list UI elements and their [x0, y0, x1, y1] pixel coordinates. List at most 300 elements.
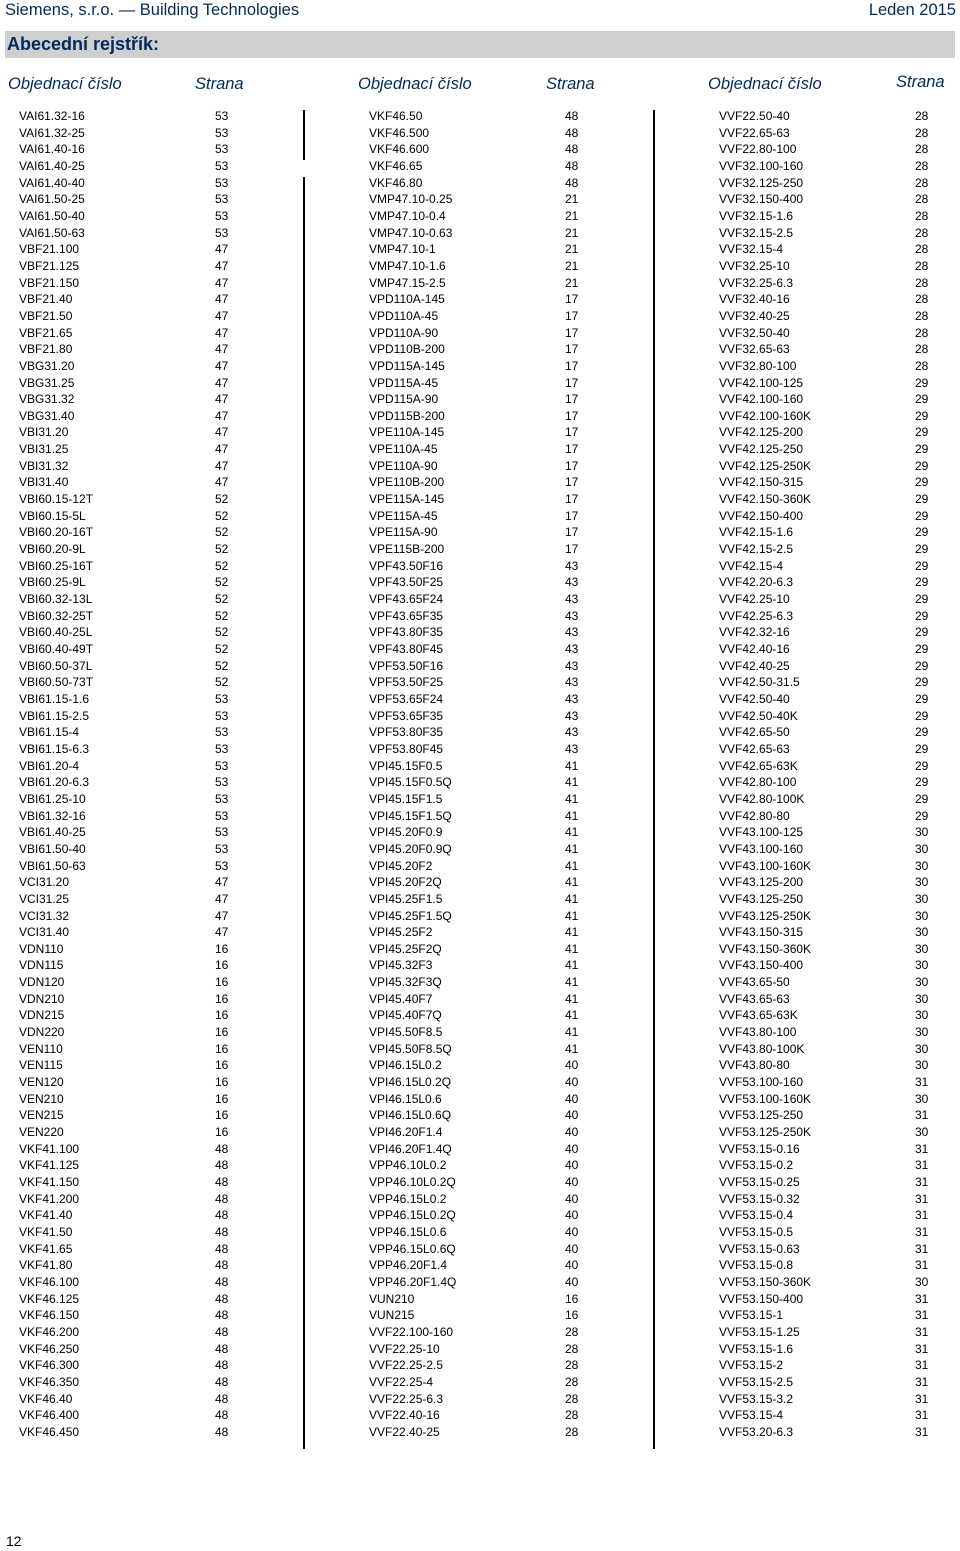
page-reference: 30: [915, 1091, 929, 1106]
index-row: [369, 208, 669, 225]
order-number: VKF41.65: [19, 1241, 73, 1256]
index-row: [19, 691, 319, 708]
order-number: VMP47.15-2.5: [369, 275, 446, 290]
index-row: [19, 608, 319, 625]
page-reference: 52: [215, 492, 229, 507]
page-reference: 28: [915, 109, 929, 123]
index-row: [719, 325, 960, 342]
page-reference: 52: [215, 525, 229, 540]
index-row: [719, 574, 960, 591]
order-number: VCI31.32: [19, 908, 70, 923]
page-reference: 29: [915, 475, 929, 490]
page-reference: 30: [915, 1058, 929, 1073]
order-number: VPI45.25F2: [369, 925, 433, 940]
order-number: VAI61.50-40: [19, 208, 85, 223]
page-reference: 53: [215, 225, 229, 240]
index-row: [369, 691, 669, 708]
order-number: VPI45.20F0.9Q: [369, 841, 452, 856]
page-reference: 52: [215, 642, 229, 656]
page-reference: 41: [565, 758, 579, 773]
order-number: VVF32.80-100: [719, 358, 797, 373]
order-number: VVF22.25-6.3: [369, 1391, 444, 1406]
page-reference: 48: [215, 1224, 229, 1239]
index-row: [719, 1291, 960, 1308]
index-row: [719, 158, 960, 175]
order-number: VVF53.15-0.25: [719, 1175, 800, 1189]
order-number: VDN210: [19, 991, 65, 1006]
order-number: VVF53.100-160: [719, 1075, 804, 1090]
page-reference: 29: [915, 675, 929, 690]
order-number: VVF42.25-6.3: [719, 608, 794, 623]
order-number: VPI46.20F1.4Q: [369, 1141, 452, 1156]
index-row: [369, 1107, 669, 1124]
page-reference: 31: [915, 1175, 929, 1189]
index-row: [19, 674, 319, 691]
index-row: [719, 774, 960, 791]
index-row: [719, 1274, 960, 1291]
index-row: [719, 1207, 960, 1224]
index-row: [19, 1341, 319, 1358]
index-row: [19, 924, 319, 941]
order-number: VVF22.25-10: [369, 1341, 440, 1356]
page-reference: 47: [215, 242, 229, 257]
page-reference: 47: [215, 908, 229, 923]
order-number: VVF53.15-1: [719, 1308, 784, 1323]
order-number: VPE110B-200: [369, 475, 445, 490]
order-number: VPI46.15L0.6: [369, 1091, 442, 1106]
index-row: [719, 741, 960, 758]
page-reference: 31: [915, 1324, 929, 1339]
order-number: VVF53.15-1.25: [719, 1324, 800, 1339]
index-row: [19, 241, 319, 258]
index-row: [19, 1424, 319, 1441]
index-row: [19, 1057, 319, 1074]
page-reference: 28: [915, 158, 929, 173]
page-reference: 41: [565, 791, 579, 806]
page-reference: 47: [215, 925, 229, 940]
index-row: [369, 508, 669, 525]
index-row: [19, 624, 319, 641]
order-number: VVF42.125-250: [719, 442, 804, 457]
page-reference: 52: [215, 592, 229, 607]
order-number: VVF43.150-400: [719, 958, 804, 973]
index-row: [19, 974, 319, 991]
page-reference: 17: [565, 358, 579, 373]
index-row: [719, 908, 960, 925]
order-number: VVF42.150-360K: [719, 492, 812, 507]
column-1-page-header: Strana: [195, 75, 244, 93]
page-reference: 28: [915, 275, 929, 290]
order-number: VPI45.40F7Q: [369, 1008, 442, 1023]
page-reference: 28: [565, 1324, 579, 1339]
order-number: VVF43.150-315: [719, 925, 804, 940]
order-number: VPD115A-90: [369, 392, 439, 407]
order-number: VPI45.50F8.5Q: [369, 1041, 452, 1056]
order-number: VBI60.15-5L: [19, 508, 86, 523]
page-reference: 16: [215, 991, 229, 1006]
index-row: [369, 758, 669, 775]
page-reference: 30: [915, 891, 929, 906]
index-row: [719, 991, 960, 1008]
order-number: VKF46.350: [19, 1374, 80, 1389]
index-row: [719, 1407, 960, 1424]
page-reference: 29: [915, 775, 929, 790]
page-reference: 40: [565, 1141, 579, 1156]
order-number: VVF53.15-0.4: [719, 1208, 794, 1223]
page-reference: 28: [915, 142, 929, 157]
order-number: VPI46.15L0.2Q: [369, 1075, 452, 1090]
index-row: [19, 308, 319, 325]
order-number: VVF22.100-160: [369, 1324, 454, 1339]
index-row: [19, 941, 319, 958]
page-reference: 47: [215, 475, 229, 490]
order-number: VPE115A-45: [369, 508, 438, 523]
index-row: [369, 141, 669, 158]
page-reference: 28: [915, 258, 929, 273]
index-row: [19, 341, 319, 358]
order-number: VEN210: [19, 1091, 64, 1106]
index-row: [19, 808, 319, 825]
order-number: VVF43.100-160: [719, 841, 804, 856]
order-number: VBF21.65: [19, 325, 73, 340]
page-reference: 31: [915, 1108, 929, 1123]
page-reference: 52: [215, 542, 229, 557]
page-reference: 47: [215, 292, 229, 307]
order-number: VVF42.15-1.6: [719, 525, 794, 540]
page-reference: 53: [215, 825, 229, 840]
page-reference: 53: [215, 808, 229, 823]
index-row: [19, 641, 319, 658]
index-row: [719, 824, 960, 841]
page-reference: 40: [565, 1125, 579, 1140]
index-row: [369, 1257, 669, 1274]
order-number: VBI61.25-10: [19, 791, 86, 806]
order-number: VVF32.15-1.6: [719, 208, 794, 223]
index-row: [19, 1174, 319, 1191]
order-number: VVF22.65-63: [719, 125, 790, 140]
page-reference: 28: [565, 1358, 579, 1373]
index-row: [719, 108, 960, 125]
order-number: VVF42.40-16: [719, 642, 790, 656]
order-number: VBF21.50: [19, 308, 73, 323]
index-row: [19, 325, 319, 342]
page-reference: 28: [915, 225, 929, 240]
index-row: [369, 974, 669, 991]
index-row: [369, 1074, 669, 1091]
order-number: VVF42.80-100: [719, 775, 797, 790]
page-reference: 30: [915, 875, 929, 890]
order-number: VVF32.40-16: [719, 292, 790, 307]
index-row: [719, 1241, 960, 1258]
order-number: VVF32.15-4: [719, 242, 784, 257]
order-number: VAI61.40-40: [19, 175, 85, 190]
index-row: [719, 258, 960, 275]
page-reference: 53: [215, 841, 229, 856]
order-number: VVF22.25-4: [369, 1374, 434, 1389]
order-number: VVF42.50-40: [719, 691, 790, 706]
index-row: [19, 358, 319, 375]
order-number: VPF53.65F24: [369, 691, 444, 706]
order-number: VBI60.40-25L: [19, 625, 93, 640]
index-row: [19, 591, 319, 608]
order-number: VKF46.40: [19, 1391, 73, 1406]
page-reference: 47: [215, 458, 229, 473]
order-number: VKF46.250: [19, 1341, 80, 1356]
order-number: VVF32.25-10: [719, 258, 790, 273]
order-number: VKF41.40: [19, 1208, 73, 1223]
page-reference: 41: [565, 991, 579, 1006]
order-number: VAI61.50-25: [19, 192, 85, 207]
page-reference: 29: [915, 508, 929, 523]
index-row: [369, 1324, 669, 1341]
page-reference: 48: [215, 1308, 229, 1323]
page-reference: 43: [565, 575, 579, 590]
index-row: [369, 1241, 669, 1258]
index-row: [719, 957, 960, 974]
index-row: [369, 458, 669, 475]
index-row: [369, 1341, 669, 1358]
index-row: [19, 275, 319, 292]
index-row: [369, 325, 669, 342]
index-row: [369, 1157, 669, 1174]
order-number: VVF42.32-16: [719, 625, 790, 640]
order-number: VPF53.50F16: [369, 658, 444, 673]
order-number: VBI61.15-2.5: [19, 708, 90, 723]
index-row: [19, 824, 319, 841]
page-reference: 21: [565, 275, 579, 290]
index-row: [19, 1324, 319, 1341]
page-reference: 43: [565, 675, 579, 690]
order-number: VKF46.80: [369, 175, 423, 190]
order-number: VVF42.20-6.3: [719, 575, 794, 590]
index-row: [19, 1207, 319, 1224]
page-reference: 47: [215, 891, 229, 906]
page-reference: 41: [565, 891, 579, 906]
index-column-2: [369, 108, 669, 1441]
page-reference: 29: [915, 691, 929, 706]
column-divider: [653, 110, 655, 1449]
page-reference: 29: [915, 375, 929, 390]
order-number: VPI46.20F1.4: [369, 1125, 443, 1140]
index-row: [369, 258, 669, 275]
index-row: [369, 191, 669, 208]
index-row: [719, 208, 960, 225]
order-number: VPI45.40F7: [369, 991, 433, 1006]
column-3-code-header: Objednací číslo: [708, 75, 822, 93]
index-row: [719, 508, 960, 525]
index-row: [19, 108, 319, 125]
index-row: [19, 441, 319, 458]
page-reference: 17: [565, 475, 579, 490]
page-reference: 30: [915, 925, 929, 940]
index-row: [719, 1191, 960, 1208]
order-number: VPD115A-145: [369, 358, 445, 373]
page-reference: 28: [915, 358, 929, 373]
index-row: [719, 375, 960, 392]
index-row: [19, 208, 319, 225]
order-number: VVF53.125-250: [719, 1108, 804, 1123]
index-row: [369, 608, 669, 625]
order-number: VKF46.200: [19, 1324, 80, 1339]
index-row: [369, 1191, 669, 1208]
order-number: VPI45.25F1.5: [369, 891, 443, 906]
order-number: VBG31.25: [19, 375, 75, 390]
page-reference: 21: [565, 225, 579, 240]
page-reference: 43: [565, 642, 579, 656]
page-reference: 29: [915, 658, 929, 673]
order-number: VVF32.125-250: [719, 175, 804, 190]
index-row: [719, 391, 960, 408]
page-reference: 41: [565, 775, 579, 790]
order-number: VBI60.32-13L: [19, 592, 93, 607]
page-reference: 28: [565, 1391, 579, 1406]
index-row: [369, 1424, 669, 1441]
page-reference: 53: [215, 708, 229, 723]
order-number: VPD115B-200: [369, 408, 445, 423]
order-number: VVF53.125-250K: [719, 1125, 812, 1140]
order-number: VVF43.125-250: [719, 891, 804, 906]
index-row: [369, 108, 669, 125]
order-number: VKF46.150: [19, 1308, 80, 1323]
column-divider-segment: [303, 110, 305, 160]
order-number: VBI61.50-63: [19, 858, 86, 873]
order-number: VVF53.15-4: [719, 1408, 784, 1423]
page-reference: 48: [215, 1408, 229, 1423]
page-reference: 29: [915, 558, 929, 573]
order-number: VKF46.50: [369, 109, 423, 123]
order-number: VKF46.125: [19, 1291, 80, 1306]
index-row: [719, 1024, 960, 1041]
order-number: VPI45.32F3Q: [369, 975, 442, 990]
order-number: VPF43.50F25: [369, 575, 444, 590]
page-reference: 41: [565, 1041, 579, 1056]
order-number: VPP46.20F1.4: [369, 1258, 448, 1273]
page-reference: 48: [215, 1191, 229, 1206]
page-reference: 17: [565, 492, 579, 507]
index-row: [19, 774, 319, 791]
order-number: VCI31.40: [19, 925, 70, 940]
page-reference: 41: [565, 908, 579, 923]
index-row: [719, 1091, 960, 1108]
order-number: VVF42.25-10: [719, 592, 790, 607]
order-number: VMP47.10-0.25: [369, 192, 453, 207]
index-row: [719, 491, 960, 508]
order-number: VVF43.125-200: [719, 875, 804, 890]
order-number: VPP46.15L0.6Q: [369, 1241, 456, 1256]
order-number: VKF41.125: [19, 1158, 80, 1173]
order-number: VPF53.65F35: [369, 708, 444, 723]
page-reference: 40: [565, 1175, 579, 1189]
page-reference: 30: [915, 1025, 929, 1040]
order-number: VPE110A-90: [369, 458, 438, 473]
order-number: VAI61.40-25: [19, 158, 85, 173]
order-number: VBI60.25-16T: [19, 558, 94, 573]
page-reference: 40: [565, 1108, 579, 1123]
index-row: [719, 1391, 960, 1408]
order-number: VVF42.125-200: [719, 425, 804, 440]
page-reference: 40: [565, 1058, 579, 1073]
index-column-3: [719, 108, 960, 1441]
order-number: VVF43.80-100K: [719, 1041, 805, 1056]
page-reference: 28: [915, 342, 929, 357]
index-row: [719, 358, 960, 375]
index-row: [719, 341, 960, 358]
page-reference: 48: [565, 109, 579, 123]
order-number: VPP46.15L0.2: [369, 1191, 447, 1206]
column-2-code-header: Objednací číslo: [358, 75, 472, 93]
page-reference: 47: [215, 358, 229, 373]
order-number: VKF46.300: [19, 1358, 80, 1373]
index-row: [719, 724, 960, 741]
page-reference: 29: [915, 392, 929, 407]
index-row: [19, 491, 319, 508]
order-number: VVF32.150-400: [719, 192, 804, 207]
page-reference: 48: [215, 1241, 229, 1256]
index-row: [369, 941, 669, 958]
page-reference: 40: [565, 1158, 579, 1173]
index-row: [369, 225, 669, 242]
index-row: [719, 941, 960, 958]
page-reference: 40: [565, 1208, 579, 1223]
index-row: [719, 524, 960, 541]
page-reference: 41: [565, 858, 579, 873]
order-number: VVF43.65-63: [719, 991, 790, 1006]
order-number: VVF42.100-160K: [719, 408, 812, 423]
index-row: [19, 1191, 319, 1208]
order-number: VVF43.100-160K: [719, 858, 812, 873]
index-row: [719, 541, 960, 558]
page-reference: 29: [915, 758, 929, 773]
index-row: [369, 175, 669, 192]
index-row: [369, 541, 669, 558]
order-number: VPF43.50F16: [369, 558, 444, 573]
index-row: [19, 458, 319, 475]
order-number: VEN215: [19, 1108, 64, 1123]
index-title: Abecední rejstřík:: [7, 34, 160, 54]
order-number: VAI61.50-63: [19, 225, 85, 240]
index-row: [719, 291, 960, 308]
index-row: [19, 858, 319, 875]
index-row: [369, 1374, 669, 1391]
order-number: VVF53.15-0.16: [719, 1141, 800, 1156]
index-row: [369, 891, 669, 908]
page-reference: 28: [565, 1341, 579, 1356]
page-reference: 43: [565, 691, 579, 706]
index-row: [19, 891, 319, 908]
index-row: [369, 724, 669, 741]
index-row: [369, 375, 669, 392]
page-reference: 31: [915, 1141, 929, 1156]
index-row: [719, 891, 960, 908]
page-reference: 40: [565, 1258, 579, 1273]
column-2-page-header: Strana: [546, 75, 595, 93]
page-reference: 17: [565, 408, 579, 423]
index-row: [19, 791, 319, 808]
order-number: VVF53.15-2: [719, 1358, 784, 1373]
index-row: [369, 574, 669, 591]
page-reference: 47: [215, 325, 229, 340]
order-number: VBI61.15-4: [19, 725, 80, 740]
order-number: VDN215: [19, 1008, 65, 1023]
order-number: VBI31.40: [19, 475, 69, 490]
index-row: [19, 141, 319, 158]
index-row: [369, 158, 669, 175]
index-row: [369, 291, 669, 308]
index-row: [19, 391, 319, 408]
index-row: [369, 957, 669, 974]
page-reference: 29: [915, 592, 929, 607]
index-row: [19, 258, 319, 275]
